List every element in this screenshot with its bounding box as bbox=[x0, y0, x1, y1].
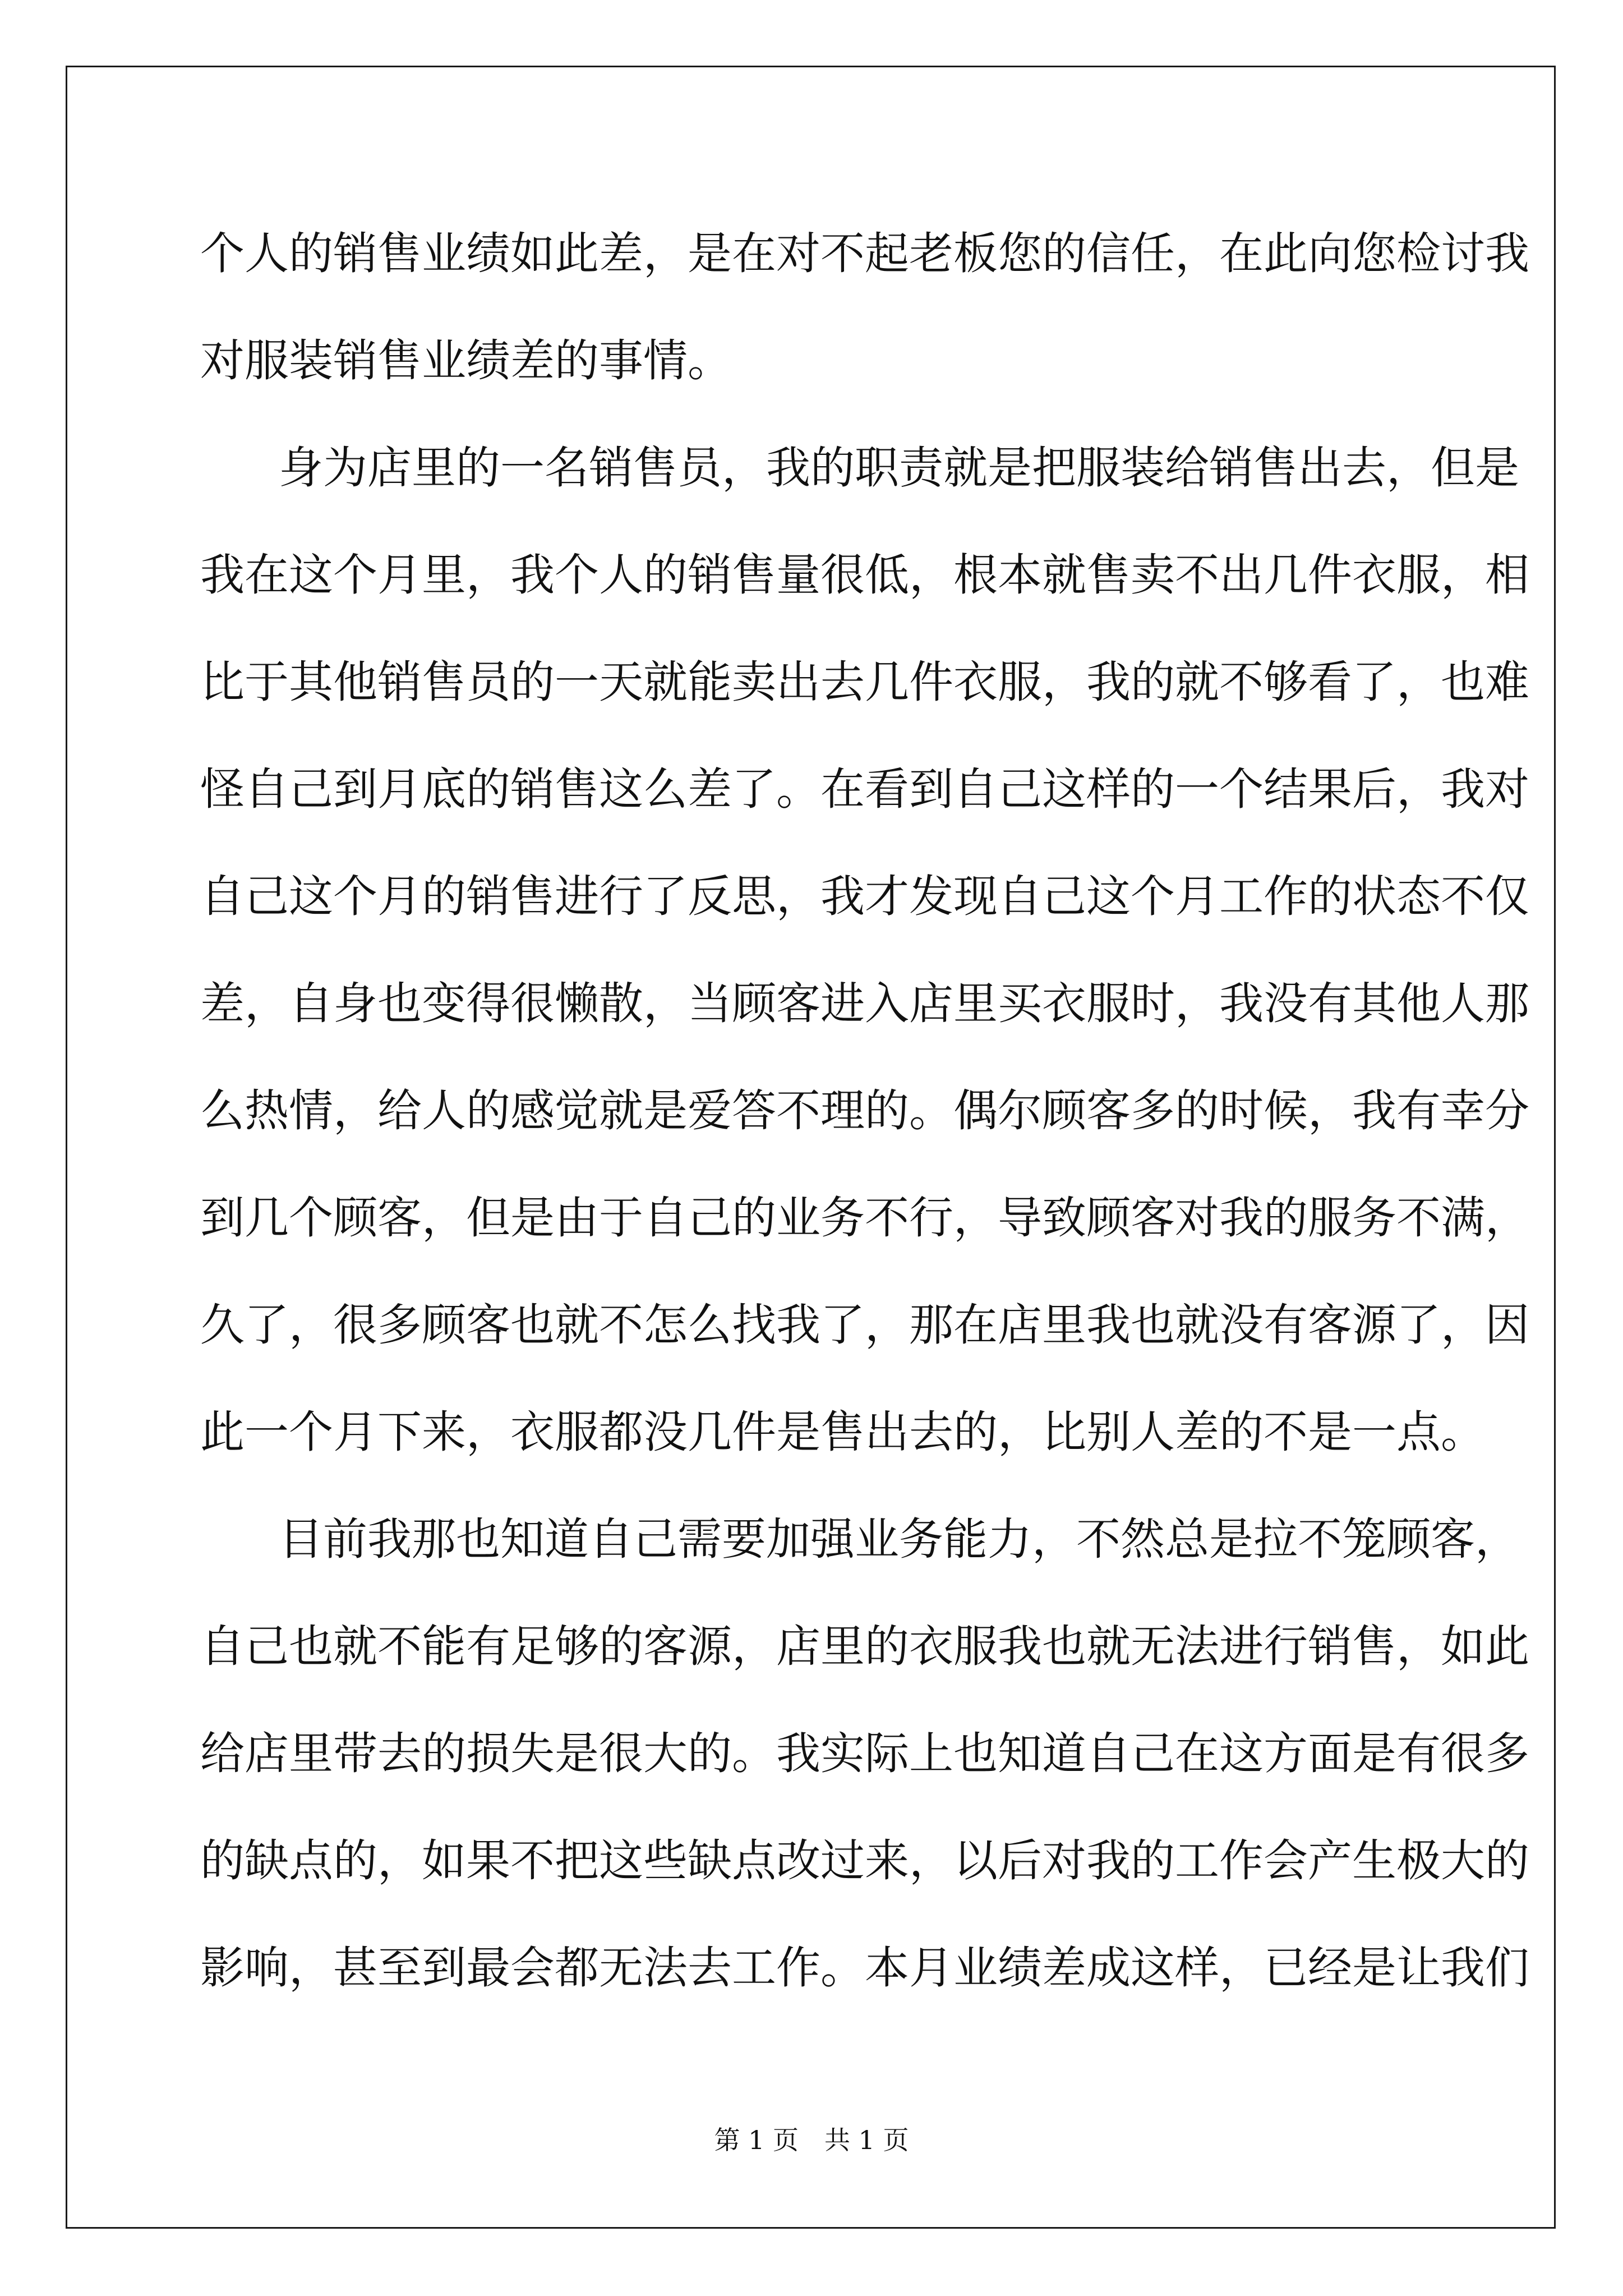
text-line: 给店里带去的损失是很大的。我实际上也知道自己在这方面是有很多 bbox=[200, 1728, 1529, 1779]
text-line: 自己这个月的销售进行了反思，我才发现自己这个月工作的状态不仅 bbox=[200, 871, 1529, 922]
text-line: 到几个顾客，但是由于自己的业务不行，导致顾客对我的服务不满， bbox=[200, 1192, 1529, 1244]
text-line: 我在这个月里，我个人的销售量很低，根本就售卖不出几件衣服，相 bbox=[200, 549, 1529, 601]
text-line: 影响，甚至到最会都无法去工作。本月业绩差成这样，已经是让我们 bbox=[200, 1942, 1529, 1994]
document-body bbox=[200, 211, 1529, 2033]
text-line: 么热情，给人的感觉就是爱答不理的。偶尔顾客多的时候，我有幸分 bbox=[200, 1085, 1529, 1137]
text-line: 身为店里的一名销售员，我的职责就是把服装给销售出去，但是 bbox=[279, 442, 1519, 494]
text-line: 差，自身也变得很懒散，当顾客进入店里买衣服时，我没有其他人那 bbox=[200, 978, 1529, 1029]
text-line: 比于其他销售员的一天就能卖出去几件衣服，我的就不够看了，也难 bbox=[200, 656, 1529, 708]
text-line: 对服装销售业绩差的事情。 bbox=[200, 335, 732, 386]
text-line: 怪自己到月底的销售这么差了。在看到自己这样的一个结果后，我对 bbox=[200, 763, 1529, 815]
text-line: 此一个月下来，衣服都没几件是售出去的，比别人差的不是一点。 bbox=[200, 1406, 1485, 1458]
text-line: 的缺点的，如果不把这些缺点改过来，以后对我的工作会产生极大的 bbox=[200, 1835, 1529, 1887]
page-number-footer: 第 1 页 共 1 页 bbox=[714, 2125, 909, 2155]
text-line: 个人的销售业绩如此差，是在对不起老板您的信任，在此向您检讨我 bbox=[200, 228, 1529, 279]
text-line: 目前我那也知道自己需要加强业务能力，不然总是拉不笼顾客， bbox=[279, 1513, 1519, 1565]
text-line: 久了，很多顾客也就不怎么找我了，那在店里我也就没有客源了，因 bbox=[200, 1299, 1529, 1351]
text-line: 自己也就不能有足够的客源，店里的衣服我也就无法进行销售，如此 bbox=[200, 1621, 1529, 1672]
